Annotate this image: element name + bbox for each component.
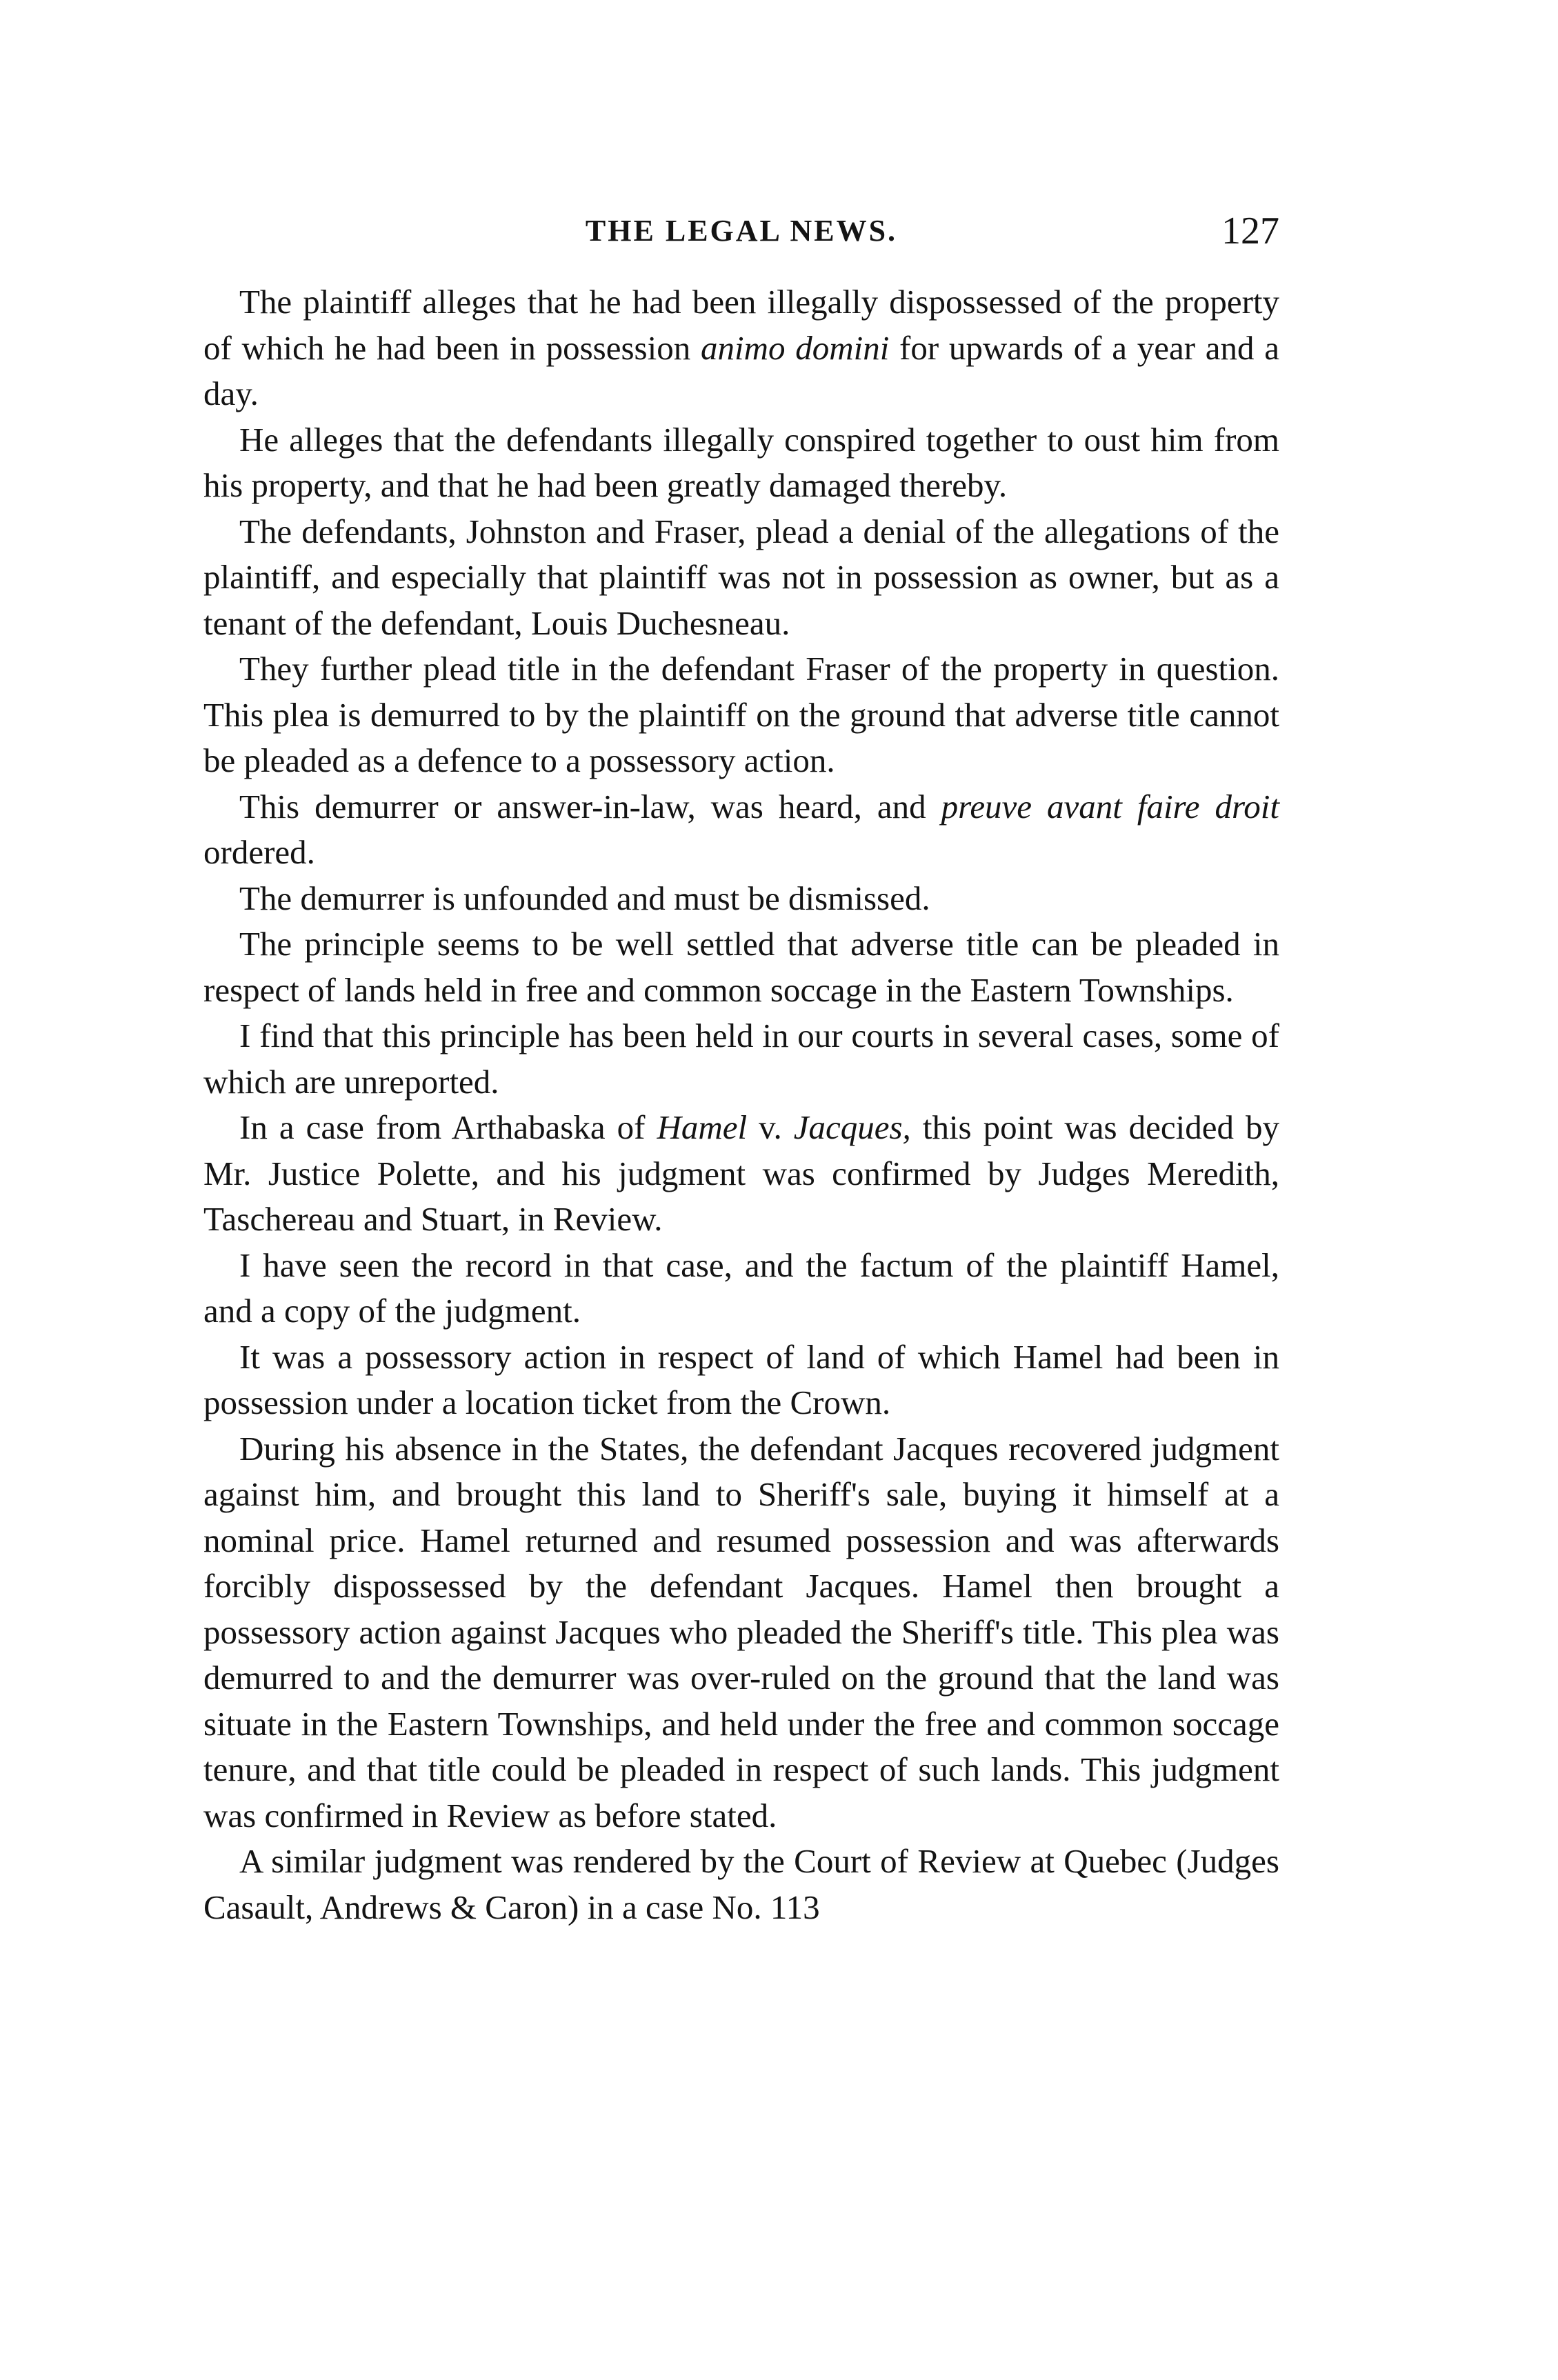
text-run: A similar judgment was rendered by the Court of Review at Quebec (Judges Casault, Andrews & Caron) in a case No. 113 xyxy=(203,1842,1279,1926)
paragraph xyxy=(203,1105,1279,1243)
text-run: In a case from Arthabaska of xyxy=(239,1108,657,1146)
paragraph xyxy=(203,1839,1279,1930)
page-header xyxy=(203,200,1279,262)
text-run: During his absence in the States, the defendant Jacques recovered judgment against him, and brought this land to Sheriff's sale, buying it himself at a nominal price. Hamel returned and resumed possession and was afterwards forcibly dispossessed by the defendant Jacques. Hamel then brought a possessory action against Jacques who pleaded the Sheriff's title. This plea was demurred to and the demurrer was over-ruled on the ground that the land was situate in the Eastern Townships, and held under the free and common soccage tenure, and that title could be pleaded in respect of such lands. This judgment was confirmed in Review as before stated. xyxy=(203,1429,1279,1834)
italic-text: Jacques, xyxy=(793,1108,911,1146)
text-run: I find that this principle has been held in our courts in several cases, some of which are unreported. xyxy=(203,1017,1279,1101)
paragraph xyxy=(203,921,1279,1013)
paragraph xyxy=(203,417,1279,509)
italic-text: preuve avant faire droit xyxy=(941,787,1279,826)
text-run: v. xyxy=(747,1108,794,1146)
paragraph xyxy=(203,784,1279,876)
paragraph xyxy=(203,1426,1279,1839)
page-number: 127 xyxy=(1221,210,1279,252)
text-run: It was a possessory action in respect of land of which Hamel had been in possession under a location ticket from the Crown. xyxy=(203,1337,1279,1421)
paragraph xyxy=(203,1243,1279,1334)
text-run: ordered. xyxy=(203,833,315,871)
italic-text: Hamel xyxy=(657,1108,748,1146)
text-run: They further plead title in the defendant Fraser of the property in question. This plea is demurred to by the plaintiff on the ground that adverse title cannot be pleaded as a defence to a possessory action. xyxy=(203,650,1279,779)
text-run: He alleges that the defendants illegally conspired together to oust him from his property, and that he had been greatly damaged thereby. xyxy=(203,420,1279,504)
paragraph xyxy=(203,1334,1279,1426)
italic-text: animo domini xyxy=(700,328,890,367)
text-run: The plaintiff alleges that he had been illegally dispossessed of the property of which he had been in possession xyxy=(203,283,1279,367)
text-run: this point was decided by Mr. Justice Polette, and his judgment was confirmed by Judges Meredith, Taschereau and Stuart, in Review. xyxy=(203,1108,1279,1238)
body-text xyxy=(203,279,1279,1930)
text-run: for upwards of a year and a day. xyxy=(203,328,1279,412)
running-head: THE LEGAL NEWS. xyxy=(585,214,898,248)
paragraph xyxy=(203,646,1279,784)
paragraph xyxy=(203,876,1279,922)
paragraph xyxy=(203,1013,1279,1105)
text-run: The demurrer is unfounded and must be dismissed. xyxy=(239,879,930,917)
text-run: I have seen the record in that case, and the factum of the plaintiff Hamel, and a copy of the judgment. xyxy=(203,1246,1279,1330)
paragraph xyxy=(203,279,1279,417)
text-run: The defendants, Johnston and Fraser, plead a denial of the allegations of the plaintiff, and especially that plaintiff was not in possession as owner, but as a tenant of the defendant, Louis Duchesneau. xyxy=(203,512,1279,642)
text-run: The principle seems to be well settled that adverse title can be pleaded in respect of lands held in free and common soccage in the Eastern Townships. xyxy=(203,925,1279,1009)
paragraph xyxy=(203,509,1279,647)
text-run: This demurrer or answer-in-law, was heard, and xyxy=(239,787,941,826)
